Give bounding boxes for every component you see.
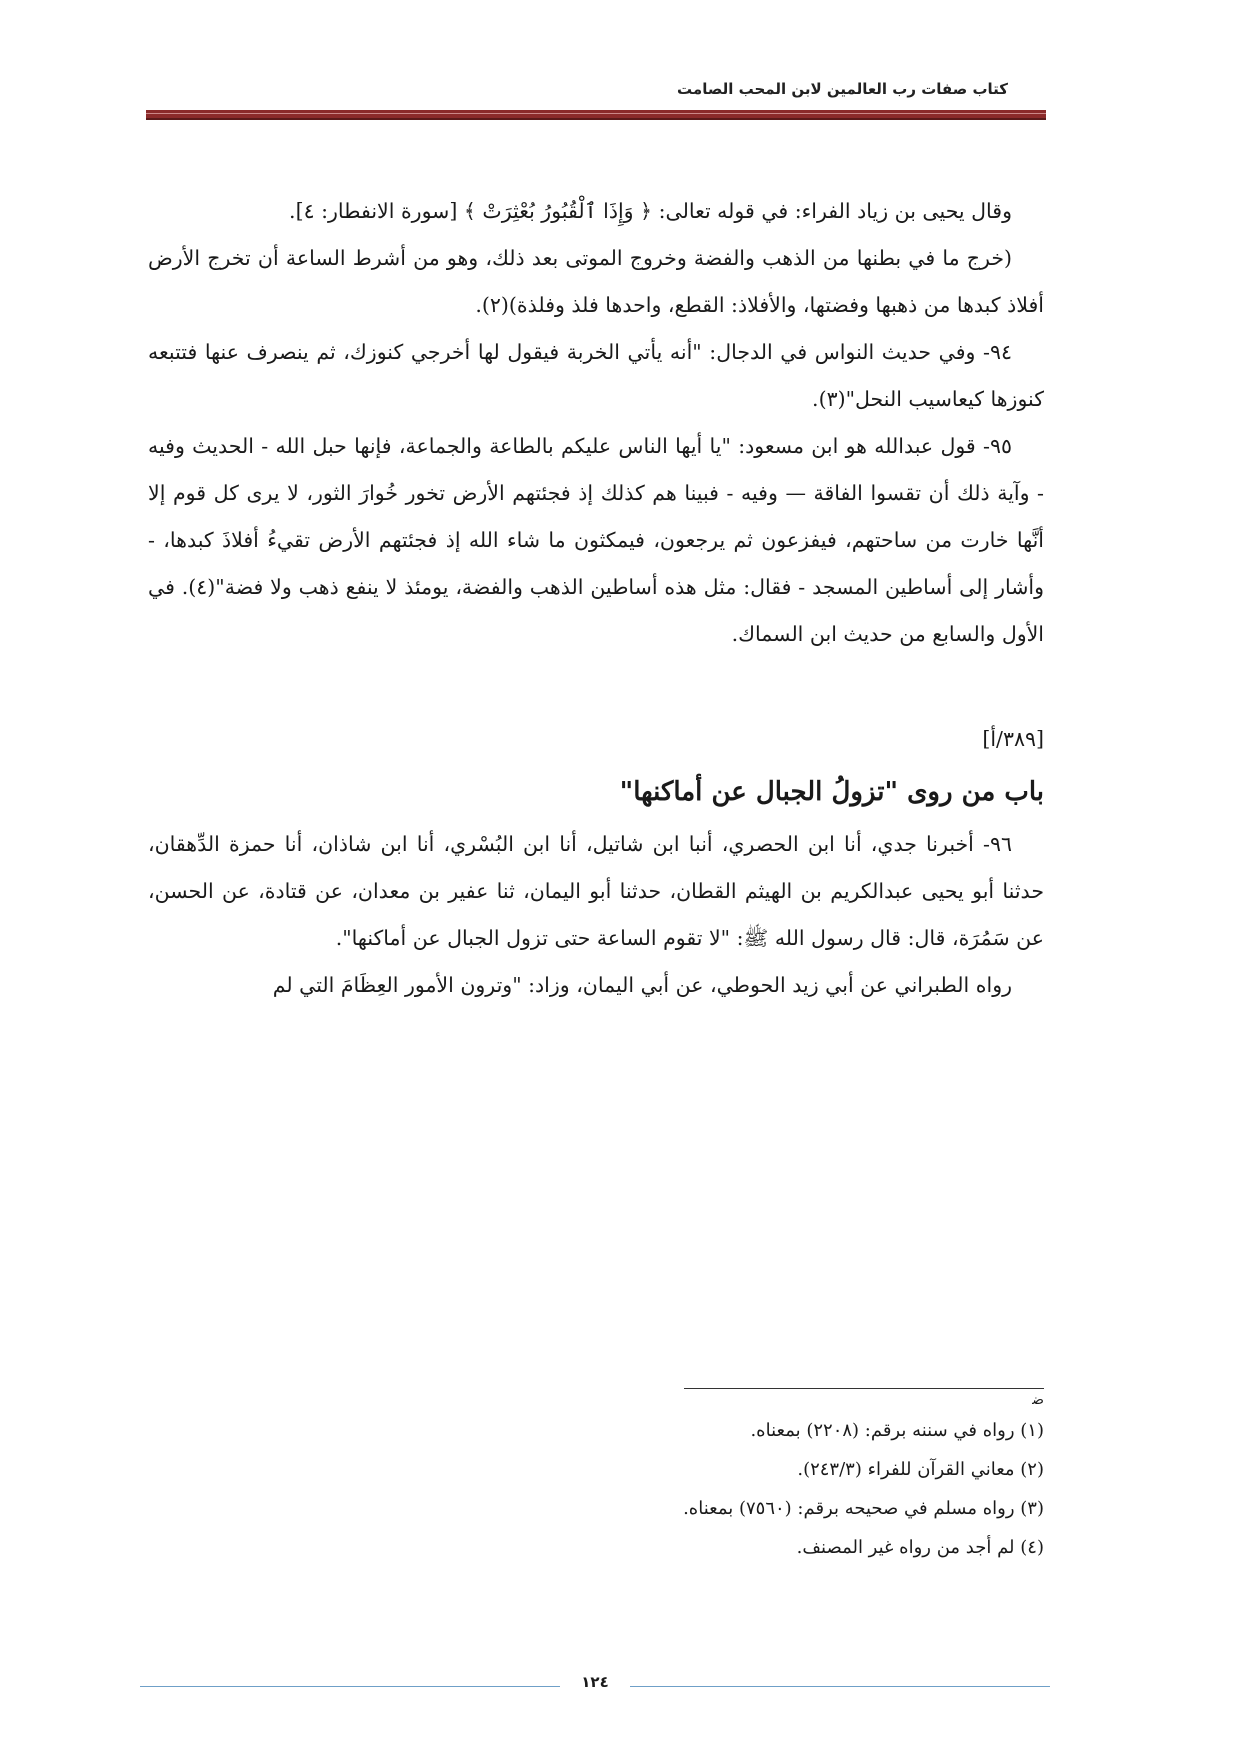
footnote-4: (٤) لم أجد من رواه غير المصنف.: [796, 1537, 1044, 1558]
footnotes: [148, 1388, 1044, 1567]
header-rule: [146, 110, 1046, 120]
footnote-2: (٢) معاني القرآن للفراء (٢٤٣/٣).: [797, 1459, 1044, 1480]
paragraph-95: ٩٥- قول عبدالله هو ابن مسعود: "يا أيها الناس عليكم بالطاعة والجماعة، فإنها حبل الله - الحديث وفيه - وآية ذلك أن تقسوا الفاقة — وفيه - فبينا هم كذلك إذ فجئتهم الأرض تخور خُوارَ الثور، لا يرى كل قوم إلا أنَّها خارت من ساحتهم، فيفزعون ثم يرجعون، فيمكثون ما شاء الله إذ فجئتهم الأرض تقيءُ أفلاذَ كبدها، - وأشار إلى أساطين المسجد - فقال: مثل هذه أساطين الذهب والفضة، يومئذ لا ينفع ذهب ولا فضة"(٤). في الأول والسابع من حديث ابن السماك.: [148, 434, 1044, 646]
main-text: [148, 188, 1044, 1009]
paragraph-tabarani: رواه الطبراني عن أبي زيد الحوطي، عن أبي اليمان، وزاد: "وترون الأمور العِظَامَ التي لم: [272, 973, 1012, 997]
page-footer: [140, 1673, 1050, 1703]
spacer: [148, 658, 1044, 716]
footnote-1: (١) رواه في سننه برقم: (٢٢٠٨) بمعناه.: [750, 1420, 1044, 1441]
footnote-3: (٣) رواه مسلم في صحيحه برقم: (٧٥٦٠) بمعناه.: [683, 1498, 1044, 1519]
folio-marker: [٣٨٩/أ]: [982, 727, 1044, 751]
continuation-mark: ﺿ: [1032, 1392, 1044, 1408]
paragraph-94: ٩٤- وفي حديث النواس في الدجال: "أنه يأتي الخربة فيقول لها أخرجي كنوزك، ثم ينصرف عنها فتتبعه كنوزها كيعاسيب النحل"(٣).: [148, 340, 1044, 411]
page-number: ١٢٤: [581, 1673, 609, 1691]
footer-rule-right: [630, 1686, 1050, 1687]
running-header: كتاب صفات رب العالمين لابن المحب الصامت: [677, 80, 1008, 98]
chapter-heading: باب من روى "تزولُ الجبال عن أماكنها": [619, 777, 1044, 807]
paragraph-farra-explanation: (خرج ما في بطنها من الذهب والفضة وخروج الموتى بعد ذلك، وهو من أشرط الساعة أن تخرج الأرض أفلاذ كبدها من ذهبها وفضتها، والأفلاذ: القطع، واحدها فلذ وفلذة)(٢).: [148, 246, 1044, 317]
paragraph-farra-quote: وقال يحيى بن زياد الفراء: في قوله تعالى: ﴿ وَإِذَا ٱلْقُبُورُ بُعْثِرَتْ ﴾ [سورة الانفطار: ٤].: [289, 199, 1012, 223]
paragraph-96: ٩٦- أخبرنا جدي، أنا ابن الحصري، أنبا ابن شاتيل، أنا ابن البُسْري، أنا ابن شاذان، أنا حمزة الدِّهقان، حدثنا أبو يحيى عبدالكريم بن الهيثم القطان، حدثنا أبو اليمان، ثنا عفير بن معدان، عن قتادة، عن الحسن، عن سَمُرَة، قال: قال رسول الله ﷺ: "لا تقوم الساعة حتى تزول الجبال عن أماكنها".: [148, 832, 1044, 950]
